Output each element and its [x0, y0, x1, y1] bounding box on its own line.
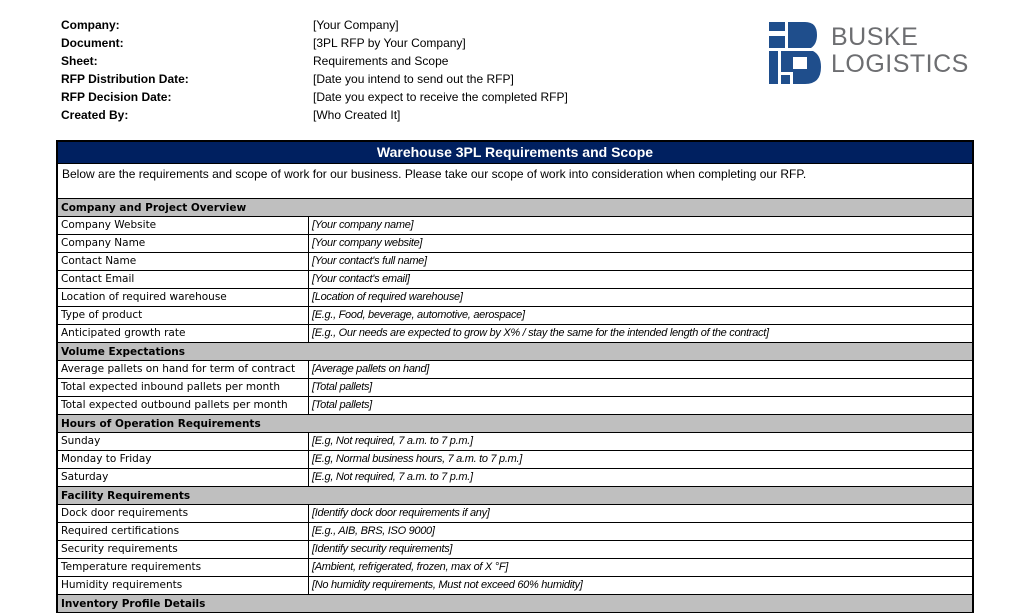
field-label: Company:	[61, 18, 120, 32]
row-value-cell[interactable]: [E.g, Not required, 7 a.m. to 7 p.m.]	[312, 471, 473, 483]
row-label: Dock door requirements	[58, 505, 309, 522]
table-description: Below are the requirements and scope of work for our business. Please take our scope of work into consideration when completing our RFP.	[58, 164, 972, 199]
logo-line-2: LOGISTICS	[831, 50, 969, 78]
row-value-cell[interactable]: [Your contact's email]	[312, 273, 410, 285]
buske-b-logo-icon	[769, 22, 821, 84]
table-row	[58, 505, 972, 523]
header-row-distribution-date	[61, 70, 661, 88]
header-row-decision-date	[61, 88, 661, 106]
row-value-cell[interactable]: [Ambient, refrigerated, frozen, max of X °F]	[312, 561, 509, 573]
table-row	[58, 271, 972, 289]
row-value-cell[interactable]: [Identify dock door requirements if any]	[312, 507, 490, 519]
row-label: Company Name	[58, 235, 309, 252]
row-label: Monday to Friday	[58, 451, 309, 468]
table-row	[58, 577, 972, 595]
row-label: Humidity requirements	[58, 577, 309, 594]
buske-logistics-logo	[769, 22, 969, 84]
row-value-cell[interactable]: [No humidity requirements, Must not exceed 60% humidity]	[312, 579, 583, 591]
row-value-cell[interactable]: [Your company name]	[312, 219, 414, 231]
row-label: Type of product	[58, 307, 309, 324]
table-row	[58, 523, 972, 541]
row-label: Saturday	[58, 469, 309, 486]
table-row	[58, 361, 972, 379]
row-value-cell[interactable]: [Your contact's full name]	[312, 255, 427, 267]
section-header-company-overview: Company and Project Overview	[58, 199, 972, 217]
row-value-cell[interactable]: [E.g, Normal business hours, 7 a.m. to 7 p.m.]	[312, 453, 522, 465]
row-label: Average pallets on hand for term of contract	[58, 361, 309, 378]
header-row-sheet	[61, 52, 661, 70]
field-label: RFP Decision Date:	[61, 90, 172, 104]
row-value-cell[interactable]: [Location of required warehouse]	[312, 291, 463, 303]
field-label: RFP Distribution Date:	[61, 72, 189, 86]
row-label: Total expected inbound pallets per month	[58, 379, 309, 396]
field-label: Created By:	[61, 108, 129, 122]
document-header	[61, 16, 661, 124]
row-value-cell[interactable]: [Total pallets]	[312, 381, 372, 393]
row-value-cell[interactable]: [E.g, Not required, 7 a.m. to 7 p.m.]	[312, 435, 473, 447]
table-row	[58, 451, 972, 469]
row-label: Contact Name	[58, 253, 309, 270]
field-label: Sheet:	[61, 54, 98, 68]
row-label: Location of required warehouse	[58, 289, 309, 306]
row-value-cell[interactable]: [E.g., Food, beverage, automotive, aerospace]	[312, 309, 525, 321]
row-label: Anticipated growth rate	[58, 325, 309, 342]
table-row	[58, 289, 972, 307]
field-value[interactable]: Requirements and Scope	[313, 54, 449, 68]
row-value-cell[interactable]: [Identify security requirements]	[312, 543, 453, 555]
table-row	[58, 559, 972, 577]
row-value-cell[interactable]: [Total pallets]	[312, 399, 372, 411]
row-value-cell[interactable]: [Average pallets on hand]	[312, 363, 430, 375]
logo-line-1: BUSKE	[831, 23, 919, 51]
row-label: Temperature requirements	[58, 559, 309, 576]
section-header-facility-requirements: Facility Requirements	[58, 487, 972, 505]
header-row-document	[61, 34, 661, 52]
field-value[interactable]: [Date you intend to send out the RFP]	[313, 72, 514, 86]
row-label: Company Website	[58, 217, 309, 234]
field-value[interactable]: [Who Created It]	[313, 108, 401, 122]
requirements-table	[56, 140, 974, 613]
header-row-company	[61, 16, 661, 34]
table-row	[58, 469, 972, 487]
table-row	[58, 433, 972, 451]
row-label: Sunday	[58, 433, 309, 450]
table-row	[58, 235, 972, 253]
row-label: Contact Email	[58, 271, 309, 288]
section-header-inventory-profile: Inventory Profile Details	[58, 595, 972, 613]
field-value[interactable]: [Date you expect to receive the completed RFP]	[313, 90, 568, 104]
row-label: Required certifications	[58, 523, 309, 540]
field-value[interactable]: [Your Company]	[313, 18, 399, 32]
row-value-cell[interactable]: [E.g., Our needs are expected to grow by X% / stay the same for the intended length of the contract]	[312, 327, 769, 339]
row-value-cell[interactable]: [Your company website]	[312, 237, 423, 249]
header-row-created-by	[61, 106, 661, 124]
table-row	[58, 253, 972, 271]
table-title: Warehouse 3PL Requirements and Scope	[58, 142, 972, 164]
table-row	[58, 541, 972, 559]
table-row	[58, 217, 972, 235]
section-header-volume-expectations: Volume Expectations	[58, 343, 972, 361]
table-row	[58, 307, 972, 325]
logo-wordmark	[831, 24, 969, 78]
row-label: Total expected outbound pallets per month	[58, 397, 309, 414]
table-row	[58, 325, 972, 343]
section-header-hours-of-operation: Hours of Operation Requirements	[58, 415, 972, 433]
row-label: Security requirements	[58, 541, 309, 558]
field-value[interactable]: [3PL RFP by Your Company]	[313, 36, 466, 50]
table-row	[58, 379, 972, 397]
field-label: Document:	[61, 36, 124, 50]
table-row	[58, 397, 972, 415]
row-value-cell[interactable]: [E.g., AIB, BRS, ISO 9000]	[312, 525, 435, 537]
